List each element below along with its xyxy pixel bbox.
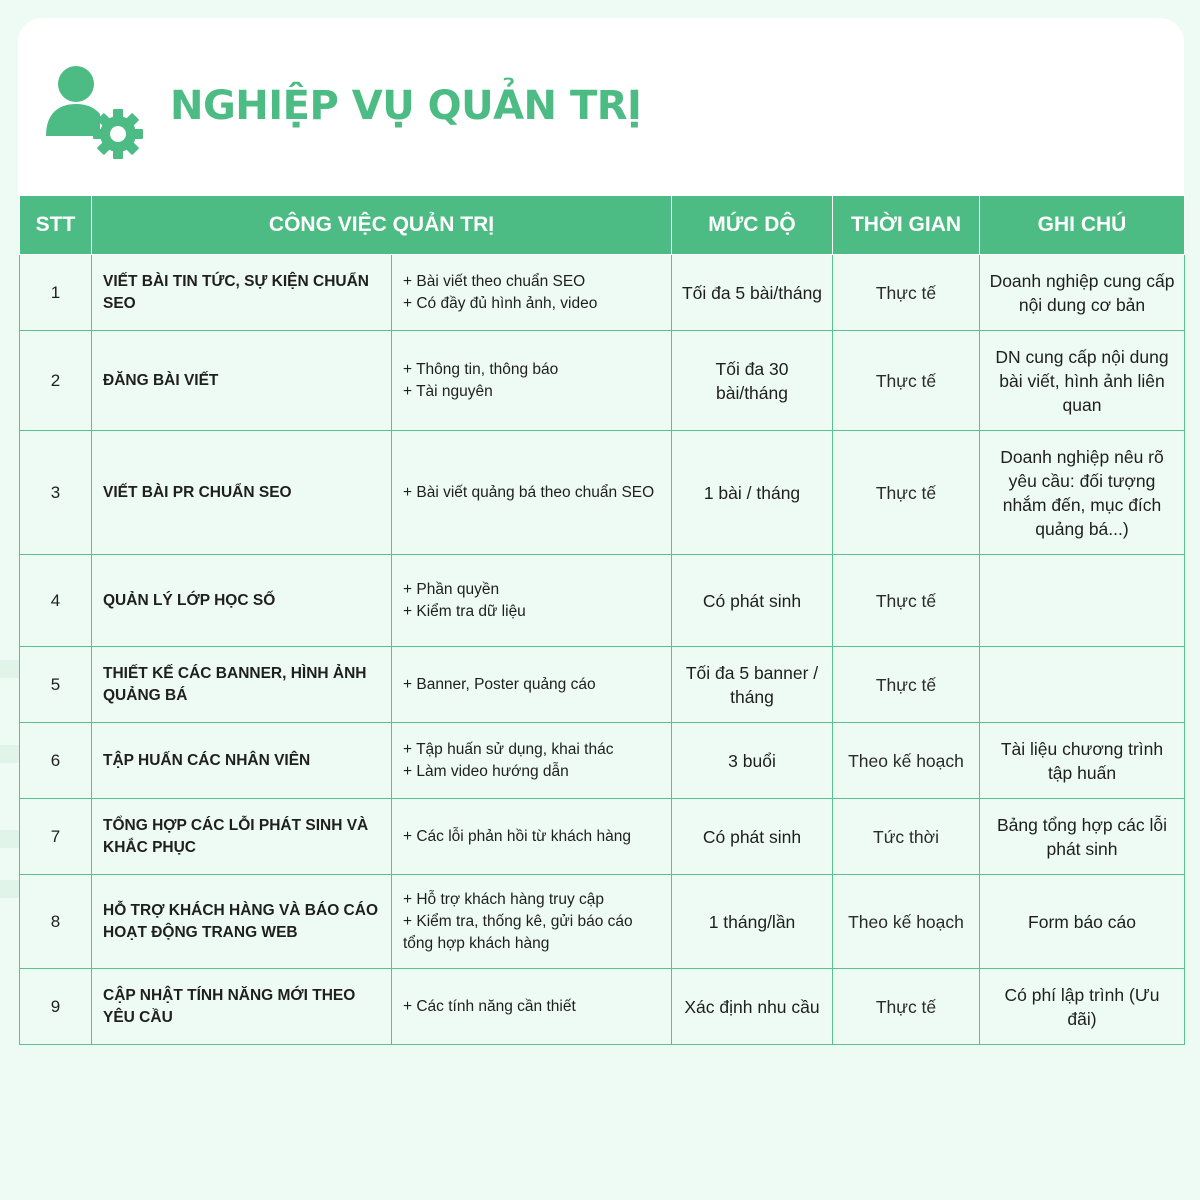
cell-level: 1 bài / tháng [672, 431, 833, 555]
cell-level: 1 tháng/lần [672, 875, 833, 969]
cell-task: QUẢN LÝ LỚP HỌC SỐ [92, 555, 392, 647]
header-note: GHI CHÚ [980, 196, 1185, 255]
cell-details [392, 555, 672, 647]
cell-note: Form báo cáo [980, 875, 1185, 969]
table-row [20, 555, 1185, 647]
cell-level: Có phát sinh [672, 799, 833, 875]
cell-stt: 7 [20, 799, 92, 875]
detail-line: + Có đầy đủ hình ảnh, video [403, 294, 598, 312]
cell-task: VIẾT BÀI TIN TỨC, SỰ KIỆN CHUẨN SEO [92, 255, 392, 331]
cell-time: Tức thời [833, 799, 980, 875]
cell-stt: 8 [20, 875, 92, 969]
cell-time: Thực tế [833, 555, 980, 647]
detail-line: + Kiểm tra, thống kê, gửi báo cáo tổng hợp khách hàng [403, 912, 633, 952]
cell-time: Thực tế [833, 255, 980, 331]
cell-note: Tài liệu chương trình tập huấn [980, 723, 1185, 799]
cell-time: Thực tế [833, 647, 980, 723]
detail-line: + Banner, Poster quảng cáo [403, 675, 596, 693]
cell-details [392, 723, 672, 799]
detail-line: + Tập huấn sử dụng, khai thác [403, 740, 614, 758]
cell-stt: 9 [20, 969, 92, 1045]
cell-note: Bảng tổng hợp các lỗi phát sinh [980, 799, 1185, 875]
detail-line: + Phần quyền [403, 580, 500, 598]
table-row [20, 331, 1185, 431]
page-title: NGHIỆP VỤ QUẢN TRỊ [170, 83, 642, 129]
cell-level: Tối đa 30 bài/tháng [672, 331, 833, 431]
table-row [20, 969, 1185, 1045]
cell-task: THIẾT KẾ CÁC BANNER, HÌNH ẢNH QUẢNG BÁ [92, 647, 392, 723]
detail-line: + Kiểm tra dữ liệu [403, 602, 526, 620]
cell-details [392, 647, 672, 723]
user-gear-icon [40, 62, 150, 166]
cell-task: TẬP HUẤN CÁC NHÂN VIÊN [92, 723, 392, 799]
cell-stt: 4 [20, 555, 92, 647]
cell-task: CẬP NHẬT TÍNH NĂNG MỚI THEO YÊU CẦU [92, 969, 392, 1045]
cell-time: Thực tế [833, 331, 980, 431]
detail-line: + Bài viết quảng bá theo chuẩn SEO [403, 483, 655, 501]
table-row [20, 875, 1185, 969]
cell-details [392, 331, 672, 431]
table-row [20, 799, 1185, 875]
detail-line: + Các lỗi phản hồi từ khách hàng [403, 827, 631, 845]
cell-time: Thực tế [833, 969, 980, 1045]
cell-details [392, 255, 672, 331]
cell-level: Có phát sinh [672, 555, 833, 647]
detail-line: + Tài nguyên [403, 382, 493, 400]
cell-time: Theo kế hoạch [833, 723, 980, 799]
detail-line: + Hỗ trợ khách hàng truy cập [403, 890, 605, 908]
table-row [20, 723, 1185, 799]
header-task: CÔNG VIỆC QUẢN TRỊ [92, 196, 672, 255]
detail-line: + Các tính năng cần thiết [403, 997, 576, 1015]
cell-stt: 1 [20, 255, 92, 331]
cell-details [392, 969, 672, 1045]
cell-details [392, 875, 672, 969]
cell-level: Tối đa 5 banner / tháng [672, 647, 833, 723]
header-time: THỜI GIAN [833, 196, 980, 255]
header-stt: STT [20, 196, 92, 255]
cell-stt: 3 [20, 431, 92, 555]
cell-stt: 6 [20, 723, 92, 799]
cell-details [392, 799, 672, 875]
cell-level: Xác định nhu cầu [672, 969, 833, 1045]
cell-note: Doanh nghiệp nêu rõ yêu cầu: đối tượng nhắm đến, mục đích quảng bá...) [980, 431, 1185, 555]
cell-task: VIẾT BÀI PR CHUẨN SEO [92, 431, 392, 555]
header-level: MỨC DỘ [672, 196, 833, 255]
cell-time: Thực tế [833, 431, 980, 555]
cell-note: Có phí lập trình (Ưu đãi) [980, 969, 1185, 1045]
detail-line: + Thông tin, thông báo [403, 360, 559, 378]
table-row [20, 255, 1185, 331]
cell-task: HỖ TRỢ KHÁCH HÀNG VÀ BÁO CÁO HOẠT ĐỘNG TRANG WEB [92, 875, 392, 969]
table-header-row [20, 196, 1185, 255]
cell-stt: 5 [20, 647, 92, 723]
cell-task: TỔNG HỢP CÁC LỖI PHÁT SINH VÀ KHẮC PHỤC [92, 799, 392, 875]
cell-level: 3 buổi [672, 723, 833, 799]
detail-line: + Bài viết theo chuẩn SEO [403, 272, 586, 290]
cell-note [980, 647, 1185, 723]
detail-line: + Làm video hướng dẫn [403, 762, 569, 780]
cell-stt: 2 [20, 331, 92, 431]
cell-note [980, 555, 1185, 647]
cell-task: ĐĂNG BÀI VIẾT [92, 331, 392, 431]
cell-note: DN cung cấp nội dung bài viết, hình ảnh liên quan [980, 331, 1185, 431]
table-row [20, 647, 1185, 723]
admin-tasks-table [19, 195, 1185, 1045]
cell-note: Doanh nghiệp cung cấp nội dung cơ bản [980, 255, 1185, 331]
cell-time: Theo kế hoạch [833, 875, 980, 969]
cell-level: Tối đa 5 bài/tháng [672, 255, 833, 331]
cell-details [392, 431, 672, 555]
table-row [20, 431, 1185, 555]
